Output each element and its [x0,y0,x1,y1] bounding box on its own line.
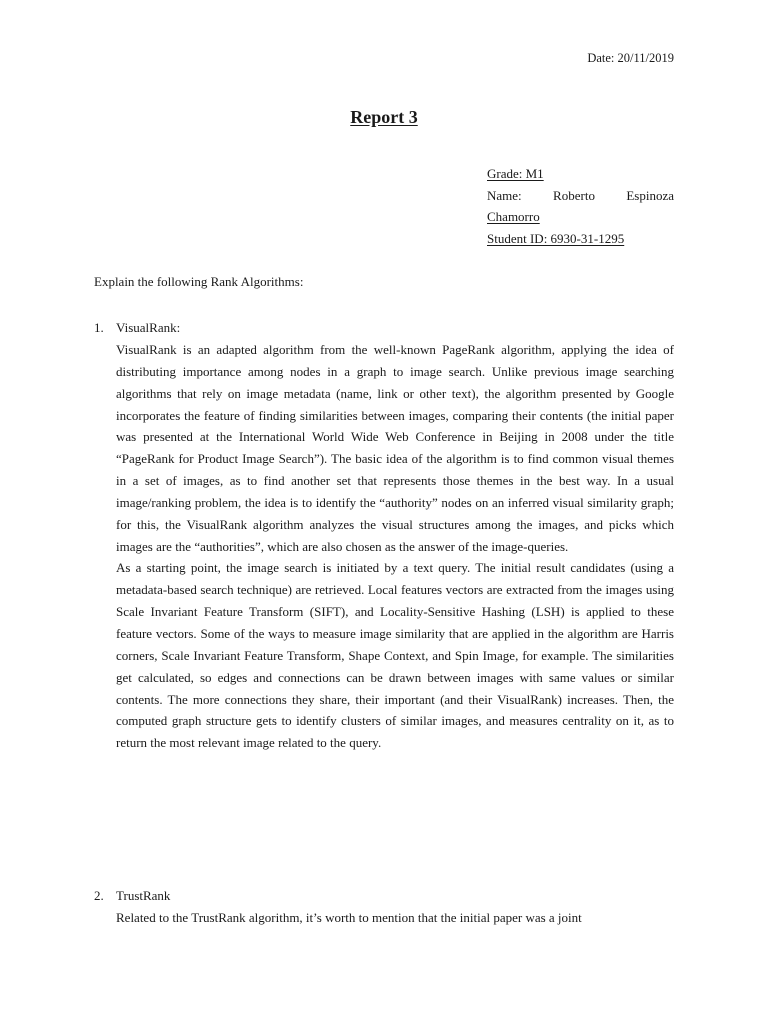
section-body [116,339,674,754]
report-date: Date: 20/11/2019 [587,51,674,65]
section-title: TrustRank [116,888,171,903]
student-info-block [487,163,674,249]
paragraph: VisualRank is an adapted algorithm from the well-known PageRank algorithm, applying the idea of distributing importance among nodes in a graph to image search. Unlike previous image searching algorithms that rely on image metadata (name, link or other text), the algorithm presented by Google incorporates the feature of finding similarities between images, comparing their contents (the initial paper was presented at the International World Wide Web Conference in Beijing in 2008 under the title “PageRank for Product Image Search”). The basic idea of the algorithm is to find common visual themes in a set of images, as to find another set that represents those themes in the best way. In a usual image/ranking problem, the idea is to identify the “authority” nodes on an inferred visual similarity graph; for this, the VisualRank algorithm analyzes the visual structures among the images, and picks which images are the “authorities”, which are also chosen as the answer of the image-queries. [116,342,674,554]
section-trustrank [94,885,674,929]
intro-line: Explain the following Rank Algorithms: [94,274,304,289]
section-visualrank [94,317,674,754]
report-title: Report 3 [350,107,418,127]
student-id: Student ID: 6930-31-1295 [487,230,625,246]
section-number: 1. [94,320,104,335]
student-name: Name: Roberto Espinoza [487,187,674,203]
student-grade: Grade: M1 [487,166,544,181]
section-heading [94,317,674,339]
section-title: VisualRank: [116,320,181,335]
section-body [116,907,674,929]
section-heading [94,885,674,907]
paragraph: Related to the TrustRank algorithm, it’s worth to mention that the initial paper was a joint [116,910,582,925]
section-number: 2. [94,888,104,903]
paragraph: As a starting point, the image search is initiated by a text query. The initial result candidates (using a metadata-based search technique) are retrieved. Local features vectors are extracted from the images using Scale Invariant Feature Transform (SIFT), and Locality-Sensitive Hashing (LSH) is applied to these feature vectors. Some of the ways to measure image similarity that are applied in the algorithm are Harris corners, Scale Invariant Feature Transform, Shape Context, and Spin Image, for example. The similarities get calculated, so edges and connections can be drawn between images with same values or similar contents. The more connections they share, their important (and their VisualRank) increases. Then, the computed graph structure gets to identify clusters of similar images, and measures centrality on it, as to return the most relevant image related to the query. [116,560,674,751]
student-name-continued: Chamorro [487,209,540,225]
